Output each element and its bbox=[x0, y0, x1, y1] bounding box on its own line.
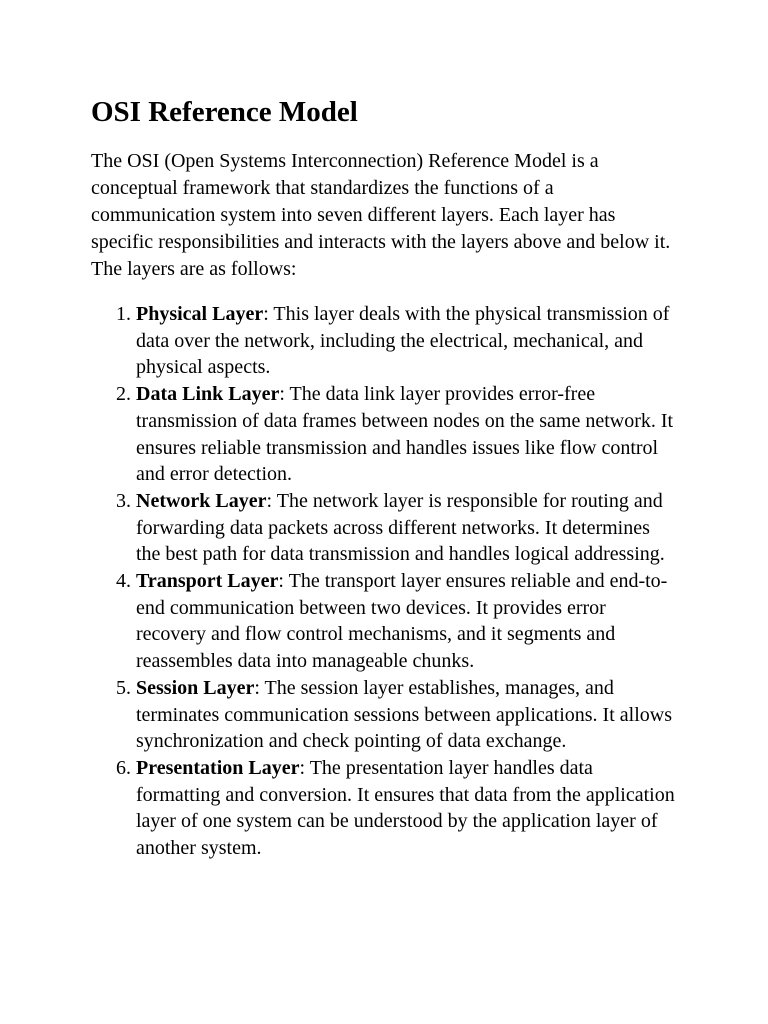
intro-paragraph: The OSI (Open Systems Interconnection) Reference Model is a conceptual framework that standardizes the functions of a communication system into seven different layers. Each layer has specific responsibilities and interacts with the layers above and below it. The layers are as follows: bbox=[91, 150, 671, 280]
layer-name: Session Layer bbox=[136, 676, 255, 699]
layer-description: : This layer deals with the physical transmission of data over the network, including the electrical, mechanical, and physical aspects. bbox=[136, 303, 670, 379]
layer-description: : The network layer is responsible for routing and forwarding data packets across different networks. It determines the best path for data transmission and handles logical addressing. bbox=[136, 489, 665, 566]
layer-name: Presentation Layer bbox=[136, 756, 300, 779]
list-item-physical-layer bbox=[136, 301, 678, 381]
list-item-transport-layer bbox=[136, 568, 678, 675]
layer-name: Physical Layer bbox=[136, 303, 264, 325]
layer-description: : The transport layer ensures reliable and end-to-end communication between two devices. It provides error recovery and flow control mechanisms, and it segments and reassembles data into manageable chunks. bbox=[136, 570, 668, 673]
list-item-session-layer bbox=[136, 675, 678, 755]
list-item-data-link-layer bbox=[136, 381, 678, 488]
layer-name: Data Link Layer bbox=[136, 383, 280, 406]
layer-description: : The session layer establishes, manages, and terminates communication sessions between applications. It allows synchronization and check pointing of data exchange. bbox=[136, 676, 672, 753]
layer-name: Transport Layer bbox=[136, 570, 279, 593]
layer-name: Network Layer bbox=[136, 489, 267, 512]
page-title: OSI Reference Model bbox=[91, 96, 358, 128]
list-item-network-layer bbox=[136, 488, 678, 568]
layer-description: : The presentation layer handles data formatting and conversion. It ensures that data from the application layer of one system can be understood by the application layer of another system. bbox=[136, 756, 675, 860]
layers-list bbox=[91, 301, 678, 862]
layer-description: : The data link layer provides error-free transmission of data frames between nodes on the same network. It ensures reliable transmission and handles issues like flow control and error detection. bbox=[136, 383, 674, 486]
list-item-presentation-layer bbox=[136, 755, 678, 862]
